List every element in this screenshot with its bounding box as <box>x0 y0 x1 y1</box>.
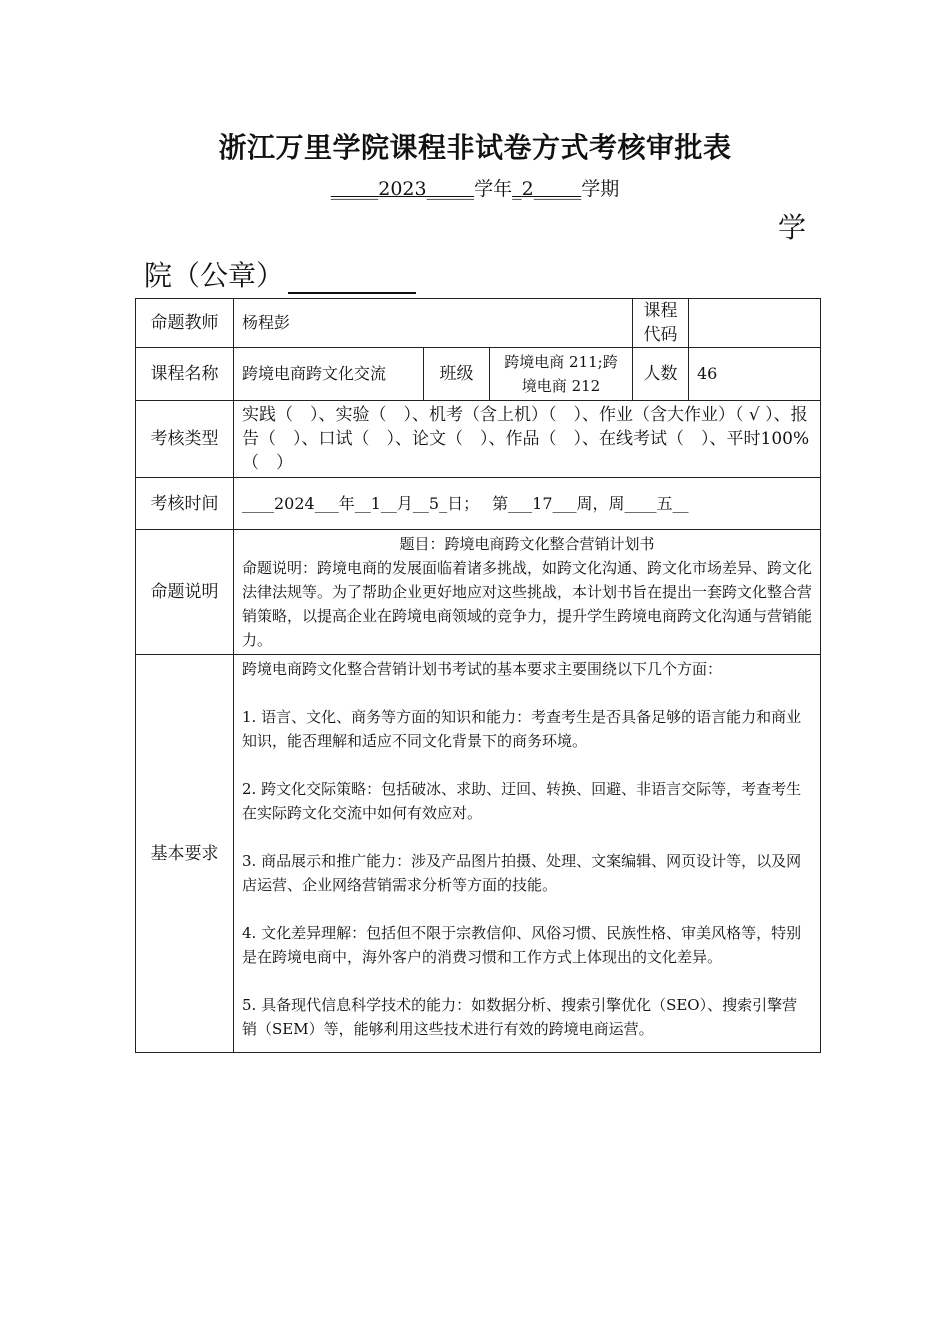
class-value[interactable]: 跨境电商 211;跨境电商 212 <box>490 348 633 401</box>
academic-year-suffix: 学年 <box>474 178 513 200</box>
academic-year-value[interactable]: _____2023_____ <box>330 178 475 200</box>
table-row <box>136 401 821 478</box>
college-label-first-char: 学 <box>778 211 807 244</box>
requirements-cell[interactable] <box>234 655 821 1053</box>
table-row <box>136 478 821 530</box>
course-code-value[interactable] <box>689 299 821 348</box>
requirement-item: 3. 商品展示和推广能力：涉及产品图片拍摄、处理、文案编辑、网页设计等，以及网店运营、企业网络营销需求分析等方面的技能。 <box>242 852 802 894</box>
requirement-item: 5. 具备现代信息科学技术的能力：如数据分析、搜索引擎优化（SEO）、搜索引擎营销（SEM）等，能够利用这些技术进行有效的跨境电商运营。 <box>242 996 798 1038</box>
exam-time-value[interactable]: ____2024___年__1__月__5_日； 第___17___周，周____五__ <box>234 478 821 530</box>
college-seal-blank[interactable] <box>288 264 416 294</box>
course-code-label: 课程代码 <box>633 299 689 348</box>
requirements-intro: 跨境电商跨文化整合营销计划书考试的基本要求主要围绕以下几个方面： <box>242 660 723 678</box>
headcount-value[interactable]: 46 <box>689 348 821 401</box>
exam-type-value[interactable]: 实践（ ）、实验（ ）、机考（含上机）（ ）、作业（含大作业）（ √ ）、报告（ ）、口试（ ）、论文（ ）、作品（ ）、在线考试（ ）、平时100%（ ） <box>234 401 821 478</box>
requirement-item: 2. 跨文化交际策略：包括破冰、求助、迂回、转换、回避、非语言交际等，考查考生在实际跨文化交流中如何有效应对。 <box>242 780 802 822</box>
exam-time-label: 考核时间 <box>136 478 234 530</box>
teacher-value[interactable]: 杨程彭 <box>234 299 633 348</box>
approval-table <box>135 298 821 1053</box>
headcount-label: 人数 <box>633 348 689 401</box>
requirement-item: 1. 语言、文化、商务等方面的知识和能力：考查考生是否具备足够的语言能力和商业知识，能否理解和适应不同文化背景下的商务环境。 <box>242 708 802 750</box>
term-value[interactable]: _2_____ <box>512 178 582 200</box>
requirement-item: 4. 文化差异理解：包括但不限于宗教信仰、风俗习惯、民族性格、审美风格等，特别是在跨境电商中，海外客户的消费习惯和工作方式上体现出的文化差异。 <box>242 924 802 966</box>
proposition-topic: 题目：跨境电商跨文化整合营销计划书 <box>399 535 655 553</box>
course-name-label: 课程名称 <box>136 348 234 401</box>
table-row <box>136 530 821 655</box>
proposition-text: 命题说明：跨境电商的发展面临着诸多挑战，如跨文化沟通、跨文化市场差异、跨文化法律法规等。为了帮助企业更好地应对这些挑战，本计划书旨在提出一套跨文化整合营销策略，以提高企业在跨境电商领域的竞争力，提升学生跨境电商跨文化沟通与营销能力。 <box>242 559 813 649</box>
table-row <box>136 655 821 1053</box>
college-seal-label: 院（公章） <box>144 259 285 292</box>
teacher-label: 命题教师 <box>136 299 234 348</box>
table-row <box>136 348 821 401</box>
class-label: 班级 <box>424 348 490 401</box>
course-name-value[interactable]: 跨境电商跨文化交流 <box>234 348 424 401</box>
term-suffix: 学期 <box>581 178 620 200</box>
proposition-cell[interactable] <box>234 530 821 655</box>
table-row <box>136 299 821 348</box>
page-title: 浙江万里学院课程非试卷方式考核审批表 <box>218 131 732 164</box>
exam-type-label: 考核类型 <box>136 401 234 478</box>
college-seal-line <box>144 254 416 294</box>
proposition-label: 命题说明 <box>136 530 234 655</box>
requirements-label: 基本要求 <box>136 655 234 1053</box>
academic-year-line <box>0 174 950 201</box>
